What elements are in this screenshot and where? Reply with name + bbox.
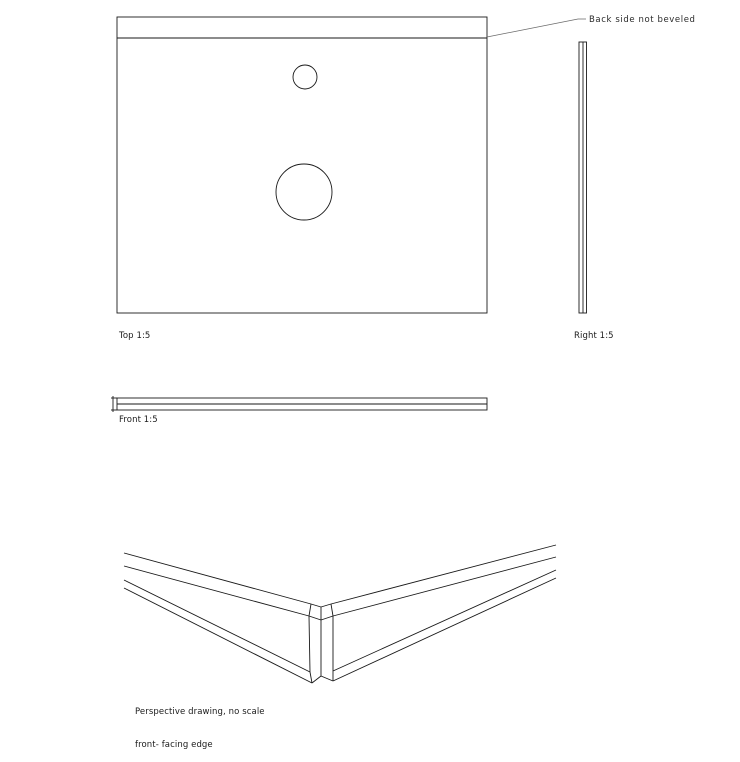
- perspective-bevel-right-upper: [333, 557, 556, 616]
- top-view-large-hole: [276, 164, 332, 220]
- perspective-top-right-edge: [331, 545, 556, 604]
- perspective-bottom-left-edge: [124, 588, 312, 683]
- label-back-side-not-beveled: Back side not beveled: [589, 15, 696, 25]
- label-perspective-line2: front- facing edge: [135, 740, 213, 750]
- perspective-front-left-edge: [124, 580, 310, 672]
- perspective-bottom-right-edge: [333, 578, 556, 681]
- perspective-top-left-edge: [124, 553, 311, 604]
- label-top-view: Top 1:5: [119, 331, 151, 341]
- top-view-small-hole: [293, 65, 317, 89]
- front-view: [111, 396, 487, 412]
- label-perspective-view: [135, 685, 265, 762]
- label-front-view: Front 1:5: [119, 415, 158, 425]
- perspective-corner-right-facet: [331, 604, 333, 681]
- label-right-view: Right 1:5: [574, 331, 614, 341]
- leader-line-back-side: [487, 19, 586, 37]
- label-perspective-line1: Perspective drawing, no scale: [135, 707, 265, 717]
- perspective-bevel-left-upper: [124, 566, 309, 616]
- perspective-front-right-edge: [333, 570, 556, 671]
- perspective-corner-tip: [311, 604, 331, 607]
- perspective-view: [124, 545, 556, 683]
- perspective-corner-center-line-right: [321, 676, 333, 681]
- top-view-outline: [117, 17, 487, 313]
- right-view: [579, 42, 587, 313]
- top-view: [117, 17, 487, 313]
